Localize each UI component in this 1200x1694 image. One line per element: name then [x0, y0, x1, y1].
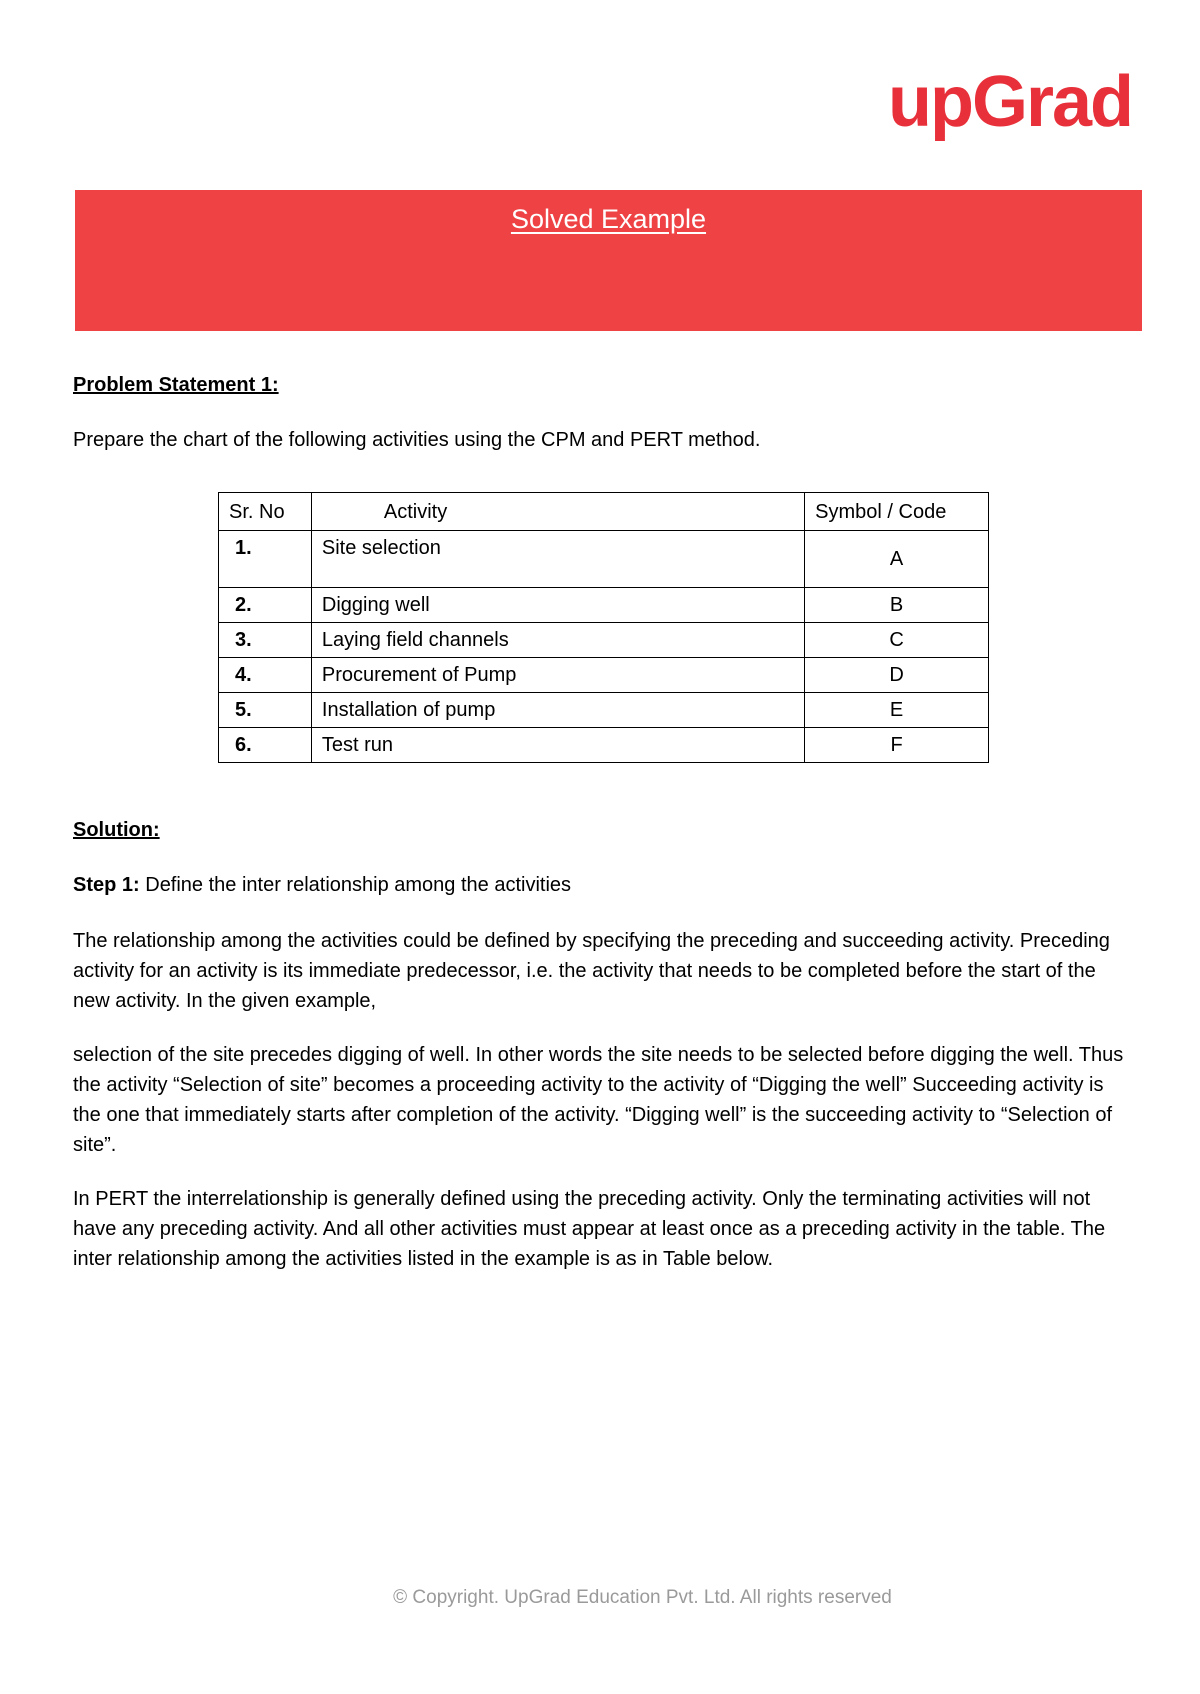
solution-heading: Solution:: [73, 819, 160, 841]
cell-sr: 4.: [219, 658, 312, 693]
document-body: [73, 370, 1135, 1298]
paragraph-pert: In PERT the interrelationship is generally defined using the preceding activity. Only the terminating activities will not have any preceding activity. And all other activities must appear at least once as a preceding activity in the table. The inter relationship among the activities listed in the example is as in Table below.: [73, 1188, 1106, 1270]
cell-activity: Site selection: [311, 531, 804, 588]
header-activity: Activity: [311, 493, 804, 531]
cell-activity: Laying field channels: [311, 623, 804, 658]
cell-code: E: [805, 693, 989, 728]
cell-code: F: [805, 728, 989, 763]
table-row: [219, 588, 989, 623]
problem-prompt: Prepare the chart of the following activities using the CPM and PERT method.: [73, 429, 761, 451]
paragraph-example: selection of the site precedes digging of well. In other words the site needs to be selected before digging the well. Thus the activity “Selection of site” becomes a proceeding activity to the activity of “Digging the well” Succeeding activity is the one that immediately starts after completion of the activity. “Digging well” is the succeeding activity to “Selection of site”.: [73, 1044, 1124, 1156]
table-row: [219, 623, 989, 658]
step-label: Step 1:: [73, 874, 140, 896]
copyright-footer: © Copyright. UpGrad Education Pvt. Ltd. All rights reserved: [393, 1587, 892, 1608]
cell-code: B: [805, 588, 989, 623]
banner-title: Solved Example: [510, 204, 707, 234]
cell-activity: Installation of pump: [311, 693, 804, 728]
cell-sr: 6.: [219, 728, 312, 763]
cell-activity: Test run: [311, 728, 804, 763]
header-sr-no: Sr. No: [219, 493, 312, 531]
cell-sr: 3.: [219, 623, 312, 658]
cell-sr: 5.: [219, 693, 312, 728]
cell-sr: 2.: [219, 588, 312, 623]
table-row: [219, 531, 989, 588]
activities-table: [218, 492, 989, 763]
paragraph-relationship: The relationship among the activities could be defined by specifying the preceding and succeeding activity. Preceding activity for an activity is its immediate predecessor, i.e. the activity that needs to be completed before the start of the new activity. In the given example,: [73, 930, 1110, 1012]
cell-sr: 1.: [219, 531, 312, 588]
cell-code: D: [805, 658, 989, 693]
upgrad-logo: upGrad: [887, 62, 1132, 142]
cell-code: A: [805, 531, 989, 588]
table-row: [219, 658, 989, 693]
problem-heading: Problem Statement 1:: [73, 374, 279, 396]
step-1: [73, 870, 1135, 900]
cell-activity: Procurement of Pump: [311, 658, 804, 693]
step-text: Define the inter relationship among the activities: [139, 874, 572, 896]
cell-activity: Digging well: [311, 588, 804, 623]
table-row: [219, 693, 989, 728]
table-row: [219, 728, 989, 763]
cell-code: C: [805, 623, 989, 658]
table-header-row: [219, 493, 989, 531]
title-banner: [75, 190, 1142, 331]
header-symbol-code: Symbol / Code: [805, 493, 989, 531]
